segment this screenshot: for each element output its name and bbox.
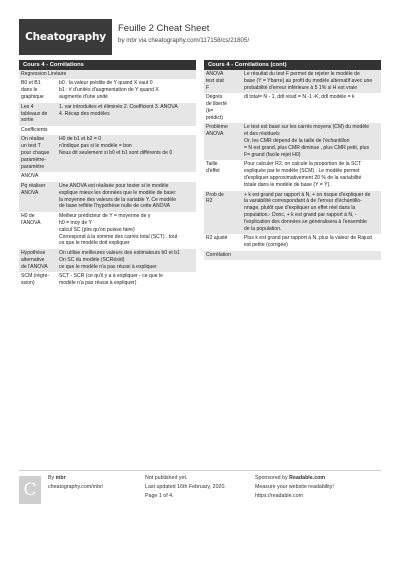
row-key-line: test stat: [206, 77, 224, 84]
author-avatar: C: [19, 476, 41, 504]
row-value-line: Le résultat du test F permet de rejeter le modèle de: [244, 71, 360, 77]
table-row: [204, 234, 381, 250]
row-value: [244, 235, 379, 249]
row-key: [206, 161, 244, 189]
table-row: [19, 70, 196, 79]
row-value-line: Correspond à la somme des carrés total (SCT) . tout: [59, 233, 178, 240]
author-block: [48, 474, 103, 492]
row-value: [244, 71, 379, 92]
row-value-line: On utilise meilleures valeurs des estimateurs b0 et b1: [59, 249, 180, 256]
footer-divider: [19, 470, 381, 471]
table-row: [19, 135, 196, 172]
row-value-line: Corrélation: [206, 251, 231, 258]
table-row: [19, 79, 196, 102]
table-row: [19, 103, 196, 126]
row-key-line: R2: [206, 198, 213, 205]
row-value-line: Une ANOVA est réalisée pour tester si le modèle: [59, 182, 169, 189]
row-key-line: de liberté: [206, 101, 227, 108]
row-key-line: l'ANOVA: [21, 219, 41, 226]
row-value-line: F= grand (facile rejet H0): [244, 151, 301, 158]
row-key: [21, 183, 59, 211]
row-value-line: de la population.: [244, 226, 282, 233]
table-row: [19, 172, 196, 181]
row-value-line: h0 = moy de Y: [59, 219, 92, 226]
row-key-line: SCM (régre-: [21, 273, 50, 280]
row-value: [59, 250, 194, 271]
row-key-line: un test T: [21, 143, 41, 150]
row-value-line: explique mieux les données que le modèle de base:: [59, 189, 177, 196]
row-value-line: Regression Linéaire: [21, 71, 67, 77]
page-title: Feuille 2 Cheat Sheet: [118, 23, 210, 34]
row-key-line: d'effet: [206, 168, 220, 175]
row-value: [244, 192, 379, 233]
section-title: Cours 4 - Corrélations: [19, 60, 196, 70]
row-key: [206, 71, 244, 92]
row-key: [206, 235, 244, 249]
row-value-line: l'explication des données se généralisera à l'ensemble: [244, 219, 367, 226]
sponsor-text: Measure your website readability!: [255, 484, 334, 490]
row-value-line: augmente d'une unité: [59, 94, 108, 101]
right-column: [204, 60, 381, 260]
row-key-line: ANOVA: [206, 71, 224, 77]
row-value-line: probabilité d'erreur inférieure à 5 1% si H est vraie: [244, 84, 358, 91]
publish-status: Not published yet.: [145, 475, 188, 481]
row-value-line: ce que le modèle n'a pas réussi à expliquer: [59, 263, 157, 270]
row-value-line: Nous dit seulement si b0 et b1 sont différents de 0: [59, 150, 173, 157]
sponsor-block: [255, 474, 334, 501]
subsection-heading: [21, 127, 194, 134]
row-key-line: (k=: [206, 108, 214, 115]
subsection-heading: [21, 71, 194, 78]
table-row: [19, 249, 196, 272]
row-key-line: Prob de: [206, 191, 224, 198]
page-number: Page 1 of 4.: [145, 493, 174, 499]
table-row: [204, 123, 381, 160]
subsection-heading: [21, 173, 194, 180]
row-key: [21, 213, 59, 248]
last-updated: Last updated 16th February, 2020.: [145, 484, 226, 490]
row-value-line: est petite (corrigée): [244, 242, 288, 249]
row-key-line: ANOVA: [21, 189, 39, 196]
row-key-line: R2 ajusté: [206, 235, 228, 242]
table-row: [19, 126, 196, 135]
row-key-line: paramètre: [21, 163, 45, 170]
row-key: [21, 136, 59, 171]
row-value-line: + k est grand par rapport à N, + on risque d'expliquer de: [244, 191, 371, 198]
author-link[interactable]: cheatography.com/mbr/: [48, 484, 104, 490]
row-key-line: dans le: [21, 87, 38, 94]
row-key-line: prédict): [206, 114, 223, 121]
row-value-line: b0 : la valeur prédite de Y quand X vaut 0: [59, 80, 153, 87]
left-column: [19, 60, 196, 288]
row-key-line: de l'ANOVA: [21, 263, 48, 270]
table-row: [204, 93, 381, 123]
row-value-line: b1 : # d'unités d'augmentation de Y quand X: [59, 87, 159, 94]
row-value-line: n'indique pas si le modèle = bon: [59, 143, 132, 150]
row-value: [59, 213, 194, 248]
row-key: [206, 124, 244, 159]
row-value-line: et des résiduels: [244, 131, 280, 138]
row-key: [21, 80, 59, 101]
row-value: [59, 104, 194, 125]
table-row: [204, 160, 381, 190]
row-value-line: population.- Donc, + k est grand par rapport à N, -: [244, 212, 357, 219]
row-value: [244, 161, 379, 189]
row-key-line: Problème: [206, 124, 228, 131]
table-row: [19, 182, 196, 212]
row-key-line: graphique: [21, 94, 44, 101]
section-title: Cours 4 - Corrélations (cont): [204, 60, 381, 70]
author-name[interactable]: mbr: [55, 475, 66, 481]
row-key-line: Les 4: [21, 103, 34, 110]
row-key-line: Degrés: [206, 94, 223, 101]
row-value-line: Plus k est grand par rapport à N, plus la valeur de Rajust: [244, 235, 372, 242]
section-rows: [204, 70, 381, 260]
row-key-line: tableaux de: [21, 110, 48, 117]
row-value-line: Pour calculer R2, on calcule la proportion de la SCT: [244, 161, 362, 168]
row-value-line: ANOVA: [21, 173, 39, 180]
row-value-line: la moyenne des valeurs de la variable Y. Ce modèle: [59, 196, 177, 203]
row-key-line: paramètre-: [21, 156, 46, 163]
table-row: [204, 70, 381, 93]
publish-info: [145, 474, 226, 501]
row-key-line: F: [206, 84, 210, 91]
row-value: [59, 183, 194, 211]
row-value-line: totale dans le modèle de base (Y = Ȳ).: [244, 182, 331, 189]
row-key: [21, 250, 59, 271]
row-value: [244, 124, 379, 159]
section-rows: [19, 70, 196, 288]
row-value: [59, 273, 194, 287]
row-value-line: = N est grand, plus CMR diminue , plus CMR petit, plus: [244, 145, 369, 152]
sponsor-label: Sponsored by: [255, 475, 288, 481]
row-value-line: d'expliquer approximativement 20 % de la variabilité: [244, 175, 362, 182]
row-value-line: Le test est basé sur les carrés moyens (CM) du modèle: [244, 124, 370, 131]
subsection-heading: [206, 252, 379, 259]
page-subtitle[interactable]: by mbr via cheatography.com/117158/cs/21805/: [118, 37, 250, 44]
row-value-line: nnage, plutôt que d'expliquer un effet réel dans la: [244, 205, 356, 212]
table-row: [204, 251, 381, 260]
table-row: [19, 272, 196, 288]
cheatography-logo[interactable]: Cheatography: [19, 19, 112, 55]
row-value-line: calcul SC (plrs qu'on puisse faire): [59, 226, 135, 233]
table-row: [19, 212, 196, 249]
row-value-line: base (Y = Ybarre) au profit du modèle alternatif avec une: [244, 77, 373, 84]
sponsor-link[interactable]: https://readable.com: [255, 493, 303, 499]
row-value-line: ce que le modèle doit expliquer: [59, 240, 130, 247]
row-value-line: H0 de b1 et b2 = 0: [59, 136, 102, 143]
row-value-line: Meilleur prédicteur de Y = moyenne de y: [59, 212, 151, 219]
row-value-line: dl total= N - 1, ddl résid = N -1 -K, ddl modèle = k: [244, 94, 355, 101]
row-key-line: sortie: [21, 117, 34, 124]
page-footer: [19, 470, 381, 530]
row-key: [21, 273, 59, 287]
by-label: By: [48, 475, 55, 481]
row-value-line: On SC du modèle (SCRésid): [59, 256, 125, 263]
row-key-line: B0 et B1: [21, 80, 41, 87]
row-key-line: pour chaque: [21, 150, 50, 157]
row-value-line: de base reflète l'hypothèse nulle de cette ANOVA: [59, 203, 171, 210]
row-key-line: On réalise: [21, 136, 45, 143]
row-key: [206, 94, 244, 122]
row-key-line: Taille: [206, 161, 218, 168]
row-value: [244, 94, 379, 122]
row-key-line: Hypothèse: [21, 249, 46, 256]
table-row: [204, 191, 381, 235]
row-key: [206, 192, 244, 233]
page-header: [19, 19, 381, 55]
row-key-line: alternative: [21, 256, 45, 263]
row-value-line: Coefficients: [21, 126, 48, 133]
sponsor-name[interactable]: Readable.com: [289, 475, 326, 481]
row-key-line: H0 de: [21, 212, 35, 219]
row-value: [59, 80, 194, 101]
row-value: [59, 136, 194, 171]
row-value-line: 4. Récap des modèles: [59, 110, 110, 117]
row-value-line: SCT - SCR (ce qu'il y a à expliquer - ce que le: [59, 273, 163, 280]
row-key-line: ssion): [21, 279, 35, 286]
row-key: [21, 104, 59, 125]
row-value-line: 1. var introduites et éliminés 2. Coefficient 3. ANOVA: [59, 103, 178, 110]
row-value-line: modèle n'a pas réussi à expliquer): [59, 279, 137, 286]
row-key-line: ANOVA: [206, 131, 224, 138]
row-value-line: Or, les CMR dépend de la taille de l'échantillon: [244, 138, 350, 145]
row-value-line: expliquée par le modèle (SCM) . Le modèle permet: [244, 168, 360, 175]
row-key-line: Pq réaliser: [21, 182, 46, 189]
row-value-line: la variabilité correspondant à de l'erreur d'échantillo-: [244, 198, 362, 205]
